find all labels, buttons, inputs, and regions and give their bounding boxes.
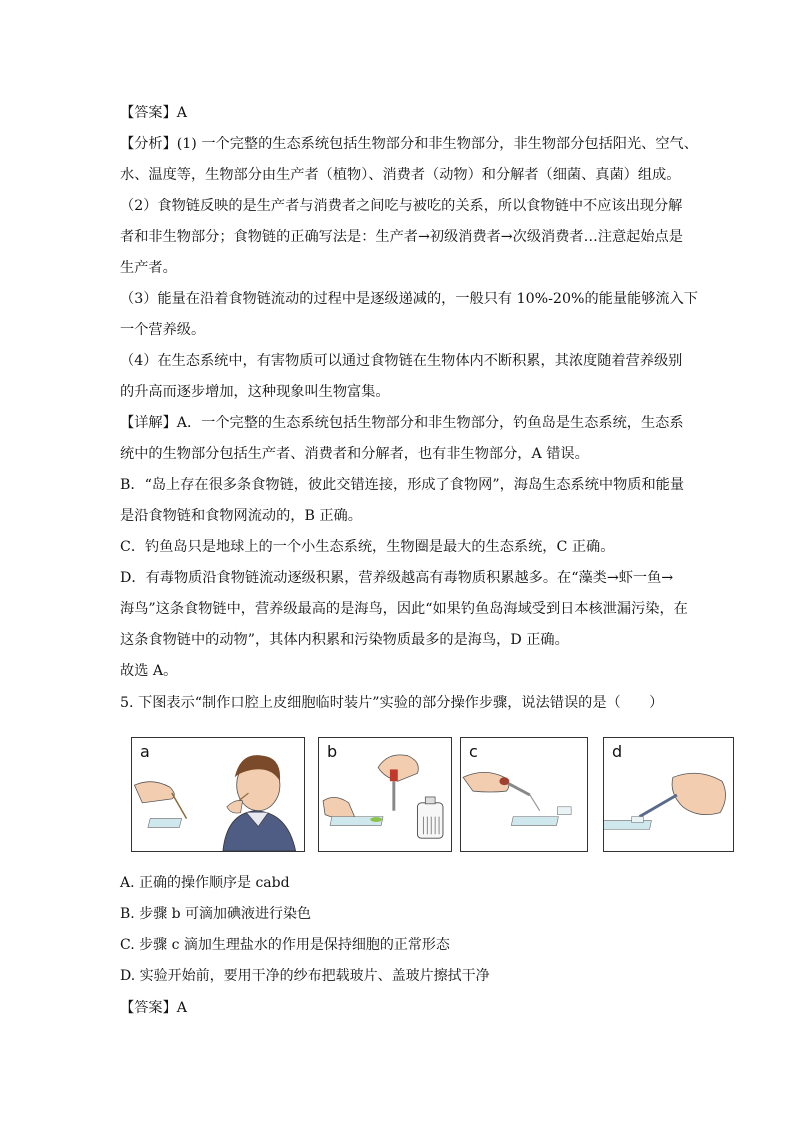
text-line: D．有毒物质沿食物链流动逐级积累，营养级越高有毒物质积累越多。在“藻类→虾一鱼→ <box>120 570 674 586</box>
text-line: C．钓鱼岛只是地球上的一个小生态系统，生物圈是最大的生态系统，C 正确。 <box>120 539 615 555</box>
detail-line: 【详解】A．一个完整的生态系统包括生物部分和非生物部分，钓鱼岛是生态系统，生态系 <box>120 415 684 431</box>
panel-label: b <box>327 742 338 761</box>
figure-panel-a <box>131 737 305 852</box>
text-line: （2）食物链反映的是生产者与消费者之间吃与被吃的关系，所以食物链中不应该出现分解 <box>120 198 683 214</box>
text-line: 水、温度等，生物部分由生产者（植物）、消费者（动物）和分解者（细菌、真菌）组成。 <box>120 167 681 183</box>
text-line: 者和非生物部分；食物链的正确写法是：生产者→初级消费者→次级消费者…注意起始点是 <box>120 229 683 245</box>
text-line: （4）在生态系统中，有害物质可以通过食物链在生物体内不断积累，其浓度随着营养级别 <box>120 353 683 369</box>
figure-panel-b <box>318 737 452 852</box>
final-answer: 【答案】A <box>120 1000 187 1016</box>
text-line: 这条食物链中的动物”，其体内积累和污染物质最多的是海鸟，D 正确。 <box>120 632 569 648</box>
saline-drop-illustration <box>461 738 587 851</box>
cover-slip-illustration <box>604 738 733 851</box>
option-a: A. 正确的操作顺序是 cabd <box>120 875 290 891</box>
text-line: 统中的生物部分包括生产者、消费者和分解者，也有非生物部分，A 错误。 <box>120 446 589 462</box>
text-line: 一个营养级。 <box>120 322 206 338</box>
analysis-line: 【分析】(1) 一个完整的生态系统包括生物部分和非生物部分，非生物部分包括阳光、空气、 <box>120 136 698 152</box>
text-line: B．“岛上存在很多条食物链，彼此交错连接，形成了食物网”，海岛生态系统中物质和能量 <box>120 477 685 493</box>
option-d: D. 实验开始前，要用干净的纱布把载玻片、盖玻片擦拭干净 <box>120 968 490 984</box>
answer-line: 【答案】A <box>120 105 187 121</box>
text-line: 海鸟”这条食物链中，营养级最高的是海鸟，因此“如果钓鱼岛海域受到日本核泄漏污染，在 <box>120 601 688 617</box>
question-stem: 5. 下图表示“制作口腔上皮细胞临时装片”实验的部分操作步骤，说法错误的是（ ） <box>120 695 664 711</box>
text-line: 的升高而逐步增加，这种现象叫生物富集。 <box>120 384 390 400</box>
panel-label: c <box>469 742 478 761</box>
text-line: 是沿食物链和食物网流动的，B 正确。 <box>120 508 362 524</box>
panel-label: d <box>612 742 623 761</box>
figure-panel-c <box>460 737 588 852</box>
text-line: 故选 A。 <box>120 663 178 679</box>
option-b: B. 步骤 b 可滴加碘液进行染色 <box>120 906 312 922</box>
figure-panel-d <box>603 737 734 852</box>
panel-label: a <box>140 742 150 761</box>
stain-dropper-illustration <box>319 738 451 851</box>
text-line: 生产者。 <box>120 260 177 276</box>
cheek-swab-illustration <box>132 738 304 851</box>
option-c: C. 步骤 c 滴加生理盐水的作用是保持细胞的正常形态 <box>120 937 450 953</box>
text-line: （3）能量在沿着食物链流动的过程中是逐级递减的，一般只有 10%-20%的能量能够流入下 <box>120 291 698 307</box>
